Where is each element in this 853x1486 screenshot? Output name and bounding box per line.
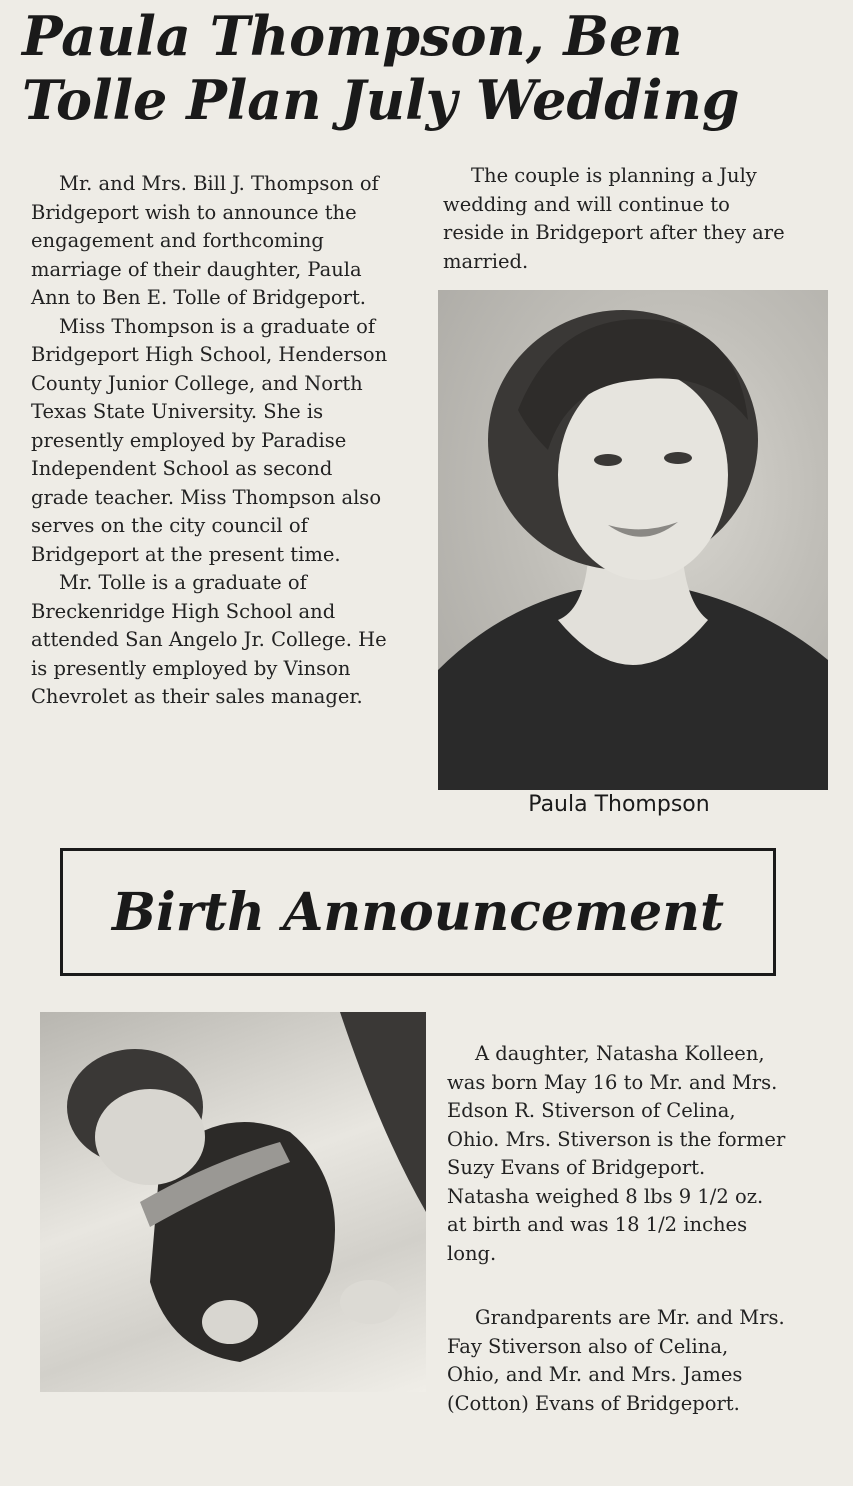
photo-caption: Paula Thompson — [528, 792, 710, 817]
birth-paragraph-2: Grandparents are Mr. and Mrs. Fay Stiverson also of Celina, Ohio, and Mr. and Mrs. James (Cotton) Evans of Bridgeport. — [447, 1306, 785, 1415]
birth-announcement-title: Birth Announcement — [112, 881, 724, 943]
engagement-column-right — [443, 162, 788, 276]
paula-thompson-photo — [438, 290, 828, 790]
headline-line-1: Paula Thompson, Ben — [22, 4, 683, 68]
engagement-paragraph-wedding: The couple is planning a July wedding and will continue to reside in Bridgeport after they are married. — [443, 164, 785, 273]
baby-illustration — [40, 1012, 426, 1392]
headline-line-2: Tolle Plan July Wedding — [22, 68, 740, 132]
engagement-column-left — [31, 170, 391, 712]
birth-column — [447, 1040, 787, 1418]
engagement-paragraph-3: Mr. Tolle is a graduate of Breckenridge High School and attended San Angelo Jr. College. He is presently employed by Vinson Chevrolet as their sales manager. — [31, 571, 387, 708]
birth-announcement-banner — [60, 848, 776, 976]
headline — [22, 4, 832, 132]
birth-paragraph-1: A daughter, Natasha Kolleen, was born May 16 to Mr. and Mrs. Edson R. Stiverson of Celina, Ohio. Mrs. Stiverson is the former Suzy Evans of Bridgeport. Natasha weighed 8 lbs 9 1/2 oz. at birth and was 18 1/2 inches long. — [447, 1042, 786, 1265]
portrait-illustration — [438, 290, 828, 790]
engagement-paragraph-2: Miss Thompson is a graduate of Bridgeport High School, Henderson County Junior College, and North Texas State University. She is presently employed by Paradise Independent School as second grade teacher. Miss Thompson also serves on the city council of Bridgeport at the present time. — [31, 314, 388, 566]
engagement-paragraph-1: Mr. and Mrs. Bill J. Thompson of Bridgeport wish to announce the engagement and forthcoming marriage of their daughter, Paula Ann to Ben E. Tolle of Bridgeport. — [31, 172, 379, 309]
baby-photo — [40, 1012, 426, 1392]
